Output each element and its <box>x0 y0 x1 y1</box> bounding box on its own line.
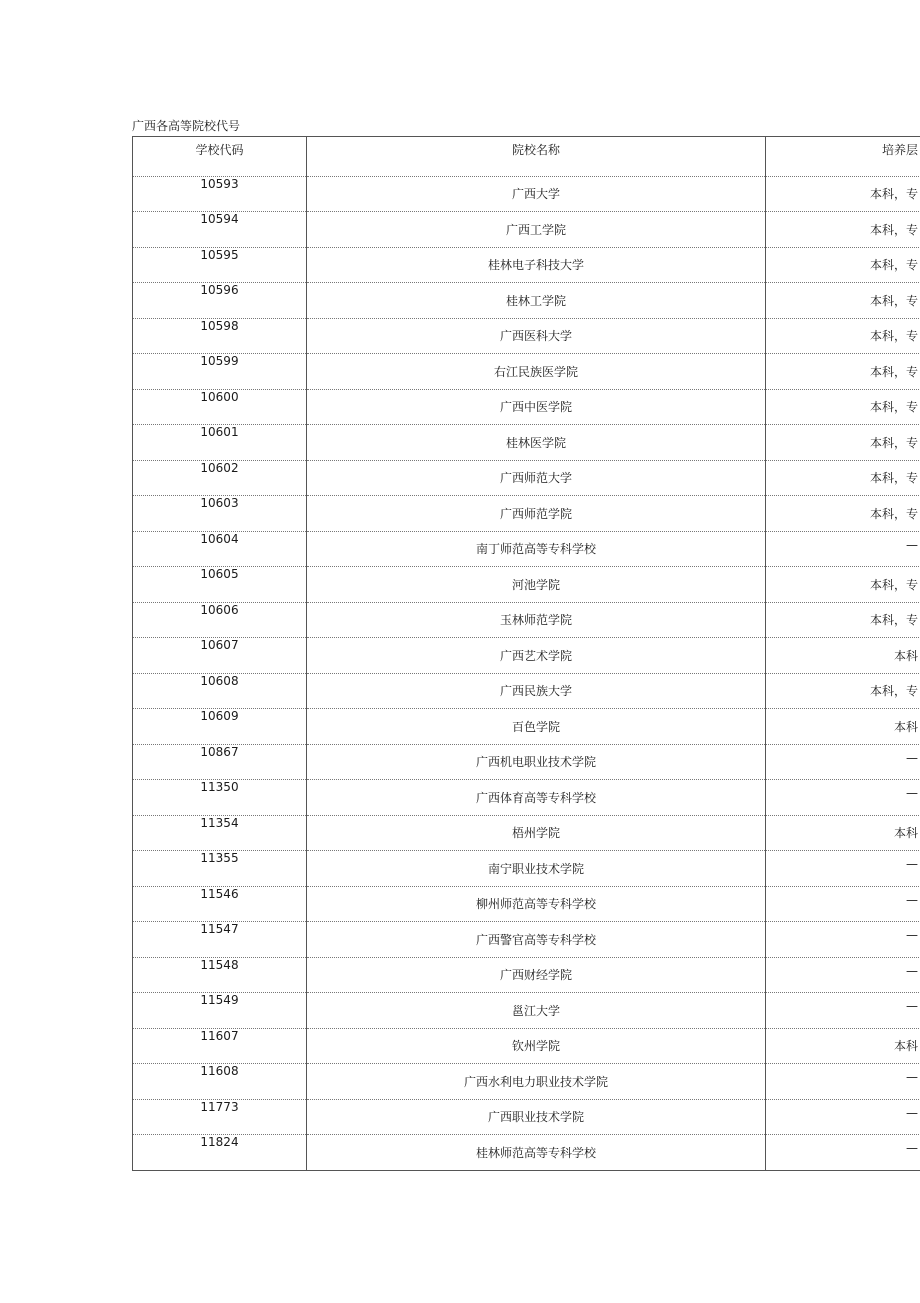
table-row <box>133 425 920 461</box>
school-code-cell: 10607 <box>133 638 307 674</box>
training-level-text: 本科，专 <box>869 222 918 237</box>
training-level-text: — <box>906 1141 918 1156</box>
training-level-cell <box>766 673 920 709</box>
training-level-cell <box>766 283 920 319</box>
school-code-cell: 10609 <box>133 709 307 745</box>
table-row <box>133 531 920 567</box>
university-code-table <box>132 136 920 1171</box>
training-level-text: 本科，专 <box>869 364 918 379</box>
table-header-row <box>133 137 920 177</box>
school-code-cell: 10600 <box>133 389 307 425</box>
training-level-cell <box>766 212 920 248</box>
school-name-cell: 广西财经学院 <box>307 957 766 993</box>
table-row <box>133 957 920 993</box>
table-row <box>133 602 920 638</box>
training-level-cell <box>766 744 920 780</box>
training-level-text: 本科，专 <box>869 293 918 308</box>
school-code-cell: 11607 <box>133 1028 307 1064</box>
school-code-cell: 11547 <box>133 922 307 958</box>
training-level-text: 本科，专 <box>869 258 918 273</box>
school-name-cell: 广西中医学院 <box>307 389 766 425</box>
table-row <box>133 851 920 887</box>
training-level-cell <box>766 425 920 461</box>
training-level-cell <box>766 815 920 851</box>
table-row <box>133 886 920 922</box>
training-level-cell <box>766 886 920 922</box>
school-code-cell: 10601 <box>133 425 307 461</box>
school-code-cell: 10596 <box>133 283 307 319</box>
table-row <box>133 1028 920 1064</box>
table-row <box>133 283 920 319</box>
school-name-cell: 广西师范学院 <box>307 496 766 532</box>
school-code-cell: 11546 <box>133 886 307 922</box>
school-name-cell: 广西水利电力职业技术学院 <box>307 1064 766 1100</box>
school-name-cell: 邕江大学 <box>307 993 766 1029</box>
table-row <box>133 1099 920 1135</box>
school-code-cell: 11548 <box>133 957 307 993</box>
training-level-cell <box>766 780 920 816</box>
school-name-cell: 南宁职业技术学院 <box>307 851 766 887</box>
training-level-cell <box>766 638 920 674</box>
school-name-cell: 河池学院 <box>307 567 766 603</box>
training-level-text: 本科，专 <box>869 329 918 344</box>
training-level-cell <box>766 1028 920 1064</box>
table-row <box>133 567 920 603</box>
training-level-cell <box>766 1099 920 1135</box>
table-body <box>133 176 920 1170</box>
training-level-text: — <box>906 999 918 1014</box>
table-row <box>133 815 920 851</box>
table-row <box>133 638 920 674</box>
header-training-level-text: 培养层 <box>881 143 918 157</box>
school-name-cell: 右江民族医学院 <box>307 354 766 390</box>
training-level-cell <box>766 389 920 425</box>
header-school-name: 院校名称 <box>307 137 766 177</box>
table-row <box>133 176 920 212</box>
training-level-text: 本科，专 <box>869 684 918 699</box>
school-code-cell: 10605 <box>133 567 307 603</box>
school-name-cell: 广西师范大学 <box>307 460 766 496</box>
training-level-text: — <box>906 750 918 765</box>
training-level-text: 本科，专 <box>869 577 918 592</box>
school-name-cell: 钦州学院 <box>307 1028 766 1064</box>
training-level-cell <box>766 531 920 567</box>
school-code-cell: 10602 <box>133 460 307 496</box>
training-level-text: — <box>906 786 918 801</box>
training-level-cell <box>766 354 920 390</box>
school-code-cell: 10595 <box>133 247 307 283</box>
school-name-cell: 柳州师范高等专科学校 <box>307 886 766 922</box>
table-row <box>133 709 920 745</box>
school-name-cell: 桂林师范高等专科学校 <box>307 1135 766 1171</box>
training-level-text: — <box>906 892 918 907</box>
school-name-cell: 百色学院 <box>307 709 766 745</box>
training-level-cell <box>766 460 920 496</box>
table-row <box>133 496 920 532</box>
training-level-cell <box>766 851 920 887</box>
training-level-text: 本科，专 <box>869 613 918 628</box>
training-level-text: — <box>906 963 918 978</box>
school-code-cell: 10593 <box>133 176 307 212</box>
training-level-text: 本科 <box>893 648 918 663</box>
school-name-cell: 广西艺术学院 <box>307 638 766 674</box>
training-level-cell <box>766 318 920 354</box>
training-level-text: — <box>906 1070 918 1085</box>
school-code-cell: 11773 <box>133 1099 307 1135</box>
table-row <box>133 1064 920 1100</box>
school-code-cell: 11549 <box>133 993 307 1029</box>
training-level-cell <box>766 1135 920 1171</box>
header-training-level <box>766 137 920 177</box>
school-code-cell: 10867 <box>133 744 307 780</box>
training-level-text: 本科，专 <box>869 506 918 521</box>
training-level-text: 本科，专 <box>869 400 918 415</box>
school-name-cell: 梧州学院 <box>307 815 766 851</box>
training-level-cell <box>766 957 920 993</box>
table-row <box>133 212 920 248</box>
training-level-cell <box>766 496 920 532</box>
school-code-cell: 10603 <box>133 496 307 532</box>
school-code-cell: 10594 <box>133 212 307 248</box>
training-level-cell <box>766 247 920 283</box>
training-level-text: 本科，专 <box>869 435 918 450</box>
training-level-text: — <box>906 857 918 872</box>
school-name-cell: 玉林师范学院 <box>307 602 766 638</box>
training-level-cell <box>766 922 920 958</box>
table-row <box>133 1135 920 1171</box>
school-name-cell: 广西民族大学 <box>307 673 766 709</box>
document-title: 广西各高等院校代号 <box>132 119 241 133</box>
training-level-cell <box>766 602 920 638</box>
training-level-text: 本科，专 <box>869 187 918 202</box>
training-level-text: 本科，专 <box>869 471 918 486</box>
training-level-text: — <box>906 1105 918 1120</box>
school-name-cell: 广西大学 <box>307 176 766 212</box>
school-code-cell: 11824 <box>133 1135 307 1171</box>
training-level-text: 本科 <box>893 719 918 734</box>
school-code-cell: 11354 <box>133 815 307 851</box>
school-name-cell: 南丁师范高等专科学校 <box>307 531 766 567</box>
table-row <box>133 318 920 354</box>
table-row <box>133 744 920 780</box>
school-name-cell: 广西工学院 <box>307 212 766 248</box>
training-level-text: 本科 <box>893 1039 918 1054</box>
header-school-code: 学校代码 <box>133 137 307 177</box>
table-row <box>133 460 920 496</box>
school-code-cell: 11355 <box>133 851 307 887</box>
table-row <box>133 922 920 958</box>
school-code-cell: 11350 <box>133 780 307 816</box>
training-level-text: 本科 <box>893 826 918 841</box>
school-name-cell: 桂林医学院 <box>307 425 766 461</box>
school-name-cell: 广西警官高等专科学校 <box>307 922 766 958</box>
school-code-cell: 10606 <box>133 602 307 638</box>
school-code-cell: 10604 <box>133 531 307 567</box>
school-code-cell: 11608 <box>133 1064 307 1100</box>
school-code-cell: 10608 <box>133 673 307 709</box>
school-name-cell: 广西机电职业技术学院 <box>307 744 766 780</box>
training-level-cell <box>766 176 920 212</box>
school-name-cell: 桂林工学院 <box>307 283 766 319</box>
school-name-cell: 桂林电子科技大学 <box>307 247 766 283</box>
table-row <box>133 354 920 390</box>
table-row <box>133 780 920 816</box>
training-level-cell <box>766 1064 920 1100</box>
training-level-cell <box>766 709 920 745</box>
training-level-text: — <box>906 928 918 943</box>
training-level-cell <box>766 993 920 1029</box>
school-name-cell: 广西职业技术学院 <box>307 1099 766 1135</box>
training-level-text: — <box>906 537 918 552</box>
training-level-cell <box>766 567 920 603</box>
school-name-cell: 广西医科大学 <box>307 318 766 354</box>
table-row <box>133 673 920 709</box>
table-row <box>133 389 920 425</box>
table-row <box>133 993 920 1029</box>
school-name-cell: 广西体育高等专科学校 <box>307 780 766 816</box>
school-code-cell: 10598 <box>133 318 307 354</box>
table-row <box>133 247 920 283</box>
school-code-cell: 10599 <box>133 354 307 390</box>
